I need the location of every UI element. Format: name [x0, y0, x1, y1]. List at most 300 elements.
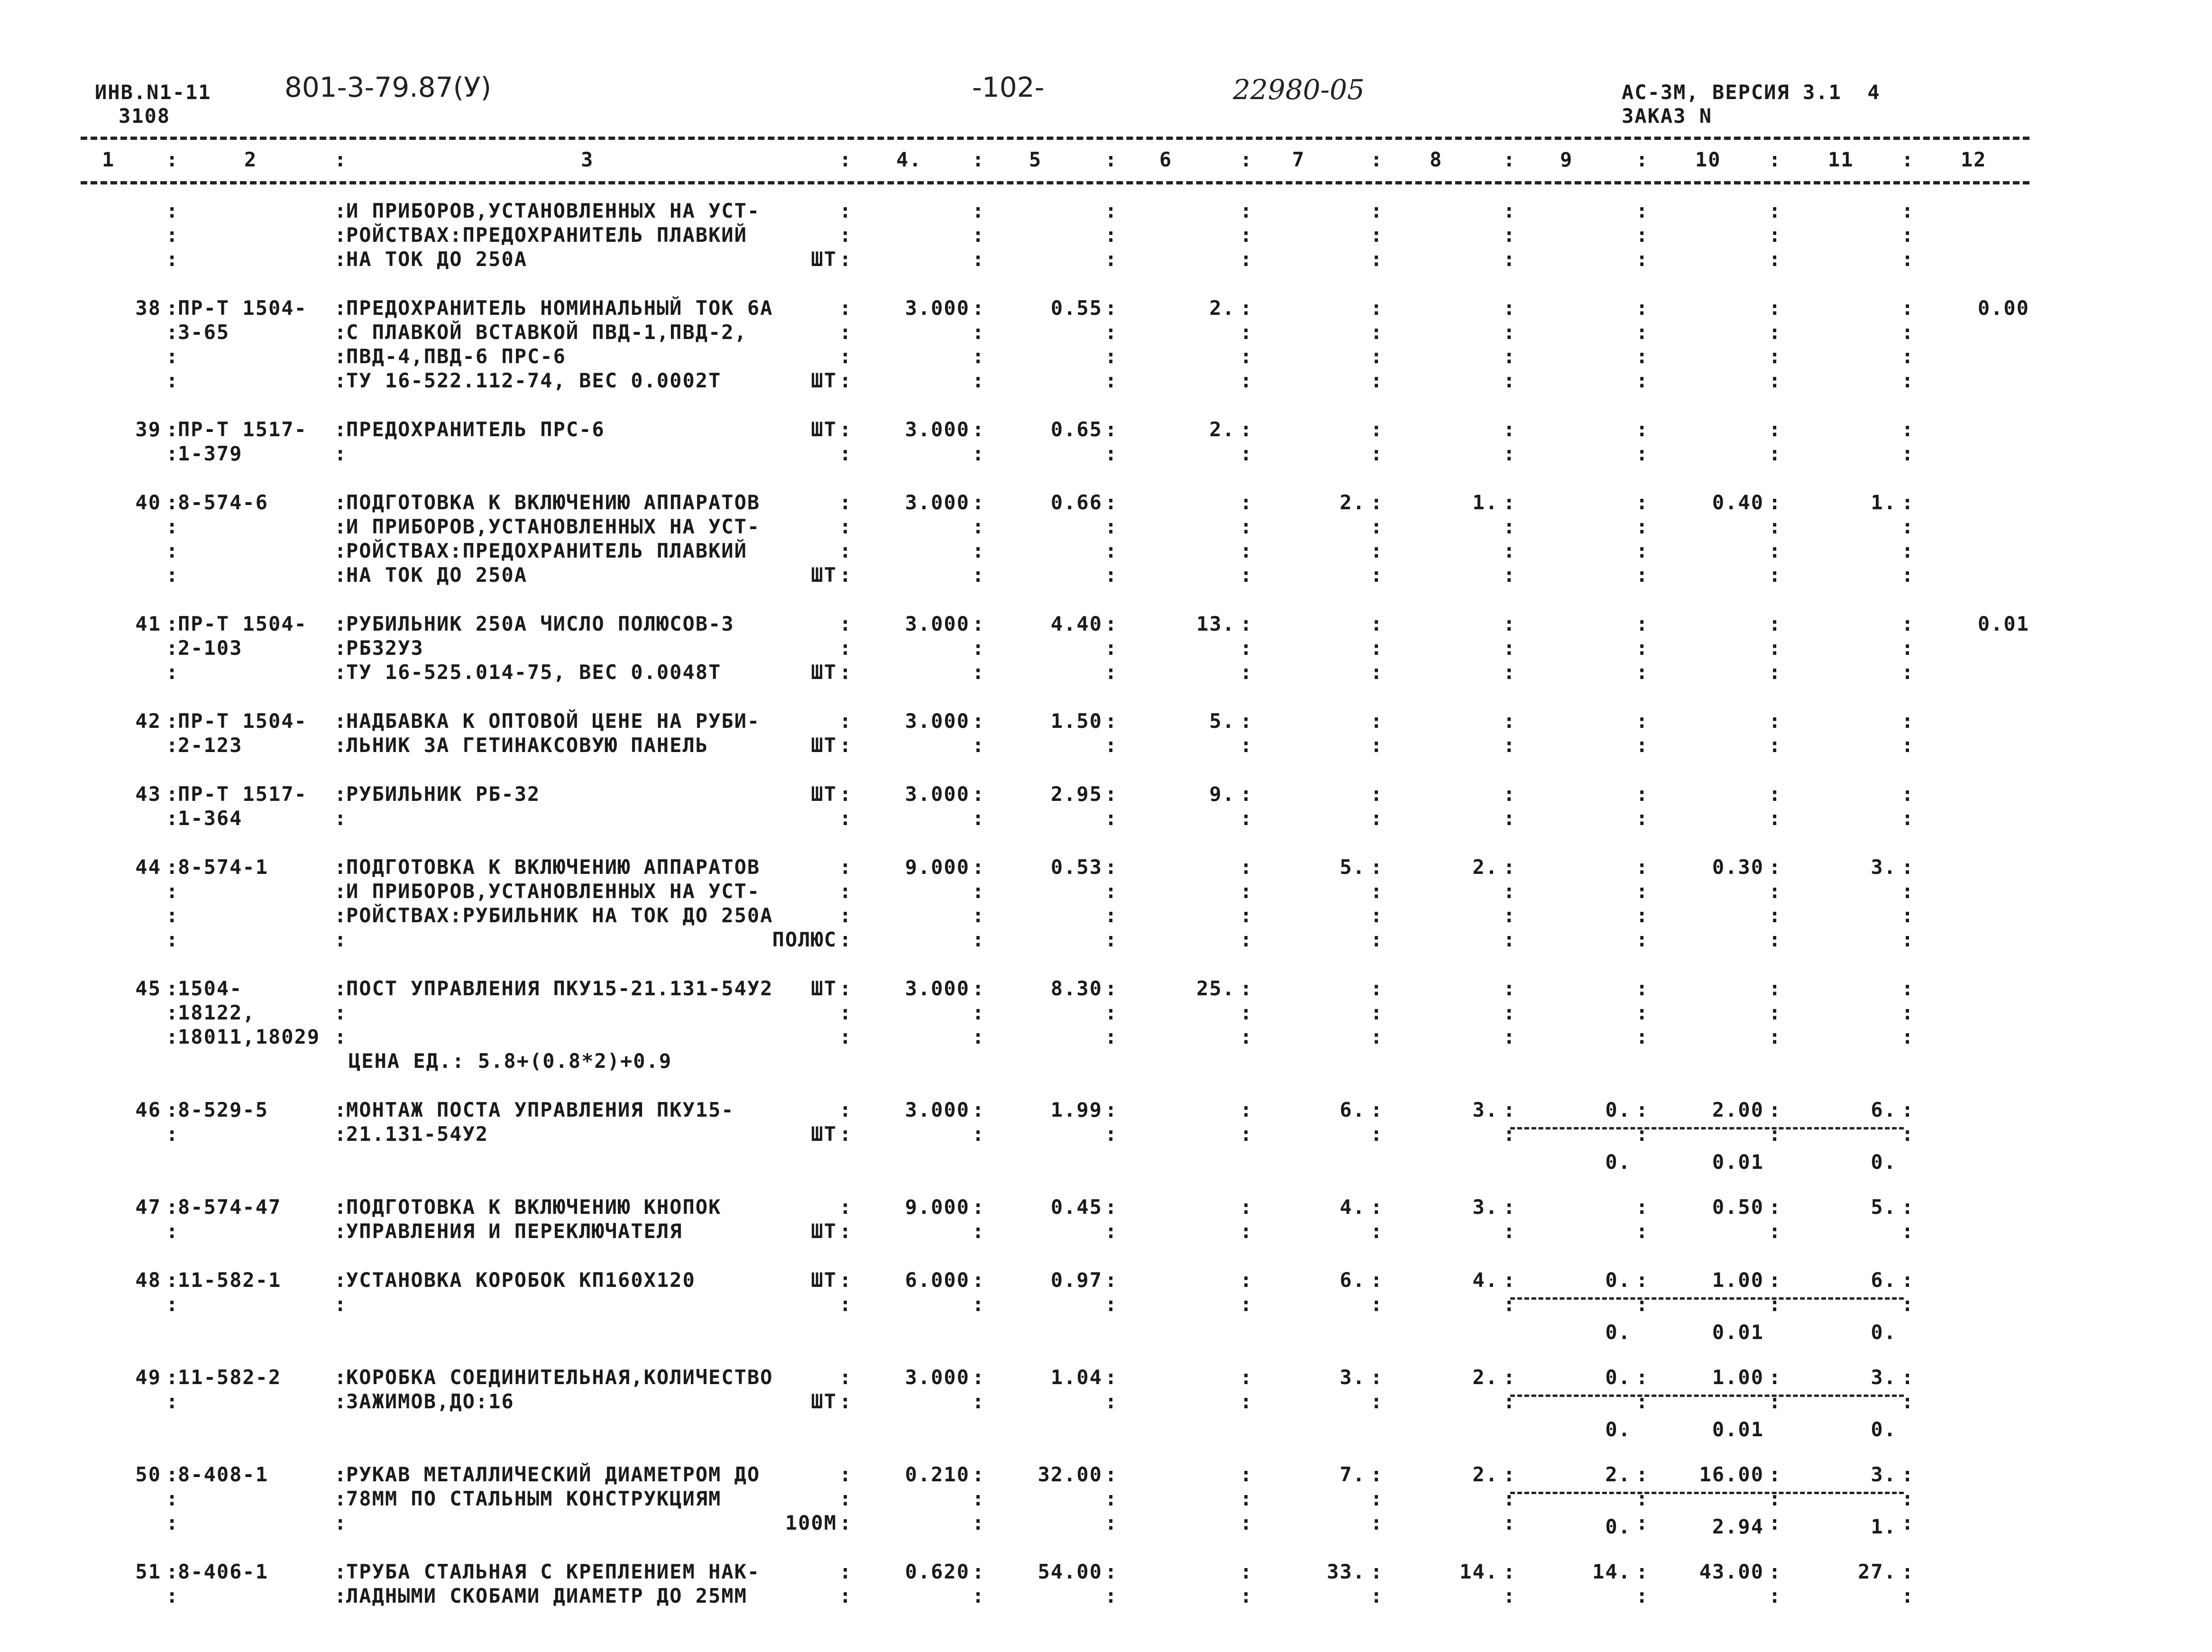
column-separator: :: [972, 1195, 985, 1219]
value-c6: 25.: [1196, 977, 1235, 1000]
column-number-4: 4.: [896, 148, 922, 171]
column-separator: :: [1105, 977, 1118, 1000]
column-separator: :: [334, 418, 348, 441]
value-c9: 2.: [1605, 1463, 1631, 1486]
row-number: 39: [135, 418, 161, 441]
column-separator: :: [1240, 977, 1253, 1000]
unit-of-measure: ШТ: [811, 1122, 837, 1146]
column-separator: :: [1503, 539, 1516, 562]
column-separator: :: [334, 345, 348, 368]
row-number: 44: [135, 855, 161, 879]
resource-code: 8-574-1: [178, 855, 269, 879]
subtotal-c9: 0.: [1605, 1515, 1631, 1538]
column-separator: :: [334, 928, 348, 951]
column-separator: :: [1503, 296, 1516, 320]
work-description: УПРАВЛЕНИЯ И ПЕРЕКЛЮЧАТЕЛЯ: [346, 1220, 683, 1243]
column-separator: :: [1240, 1122, 1253, 1146]
column-separator: :: [1901, 1195, 1915, 1219]
column-separator: :: [166, 1293, 179, 1316]
column-separator: :: [839, 248, 853, 271]
column-separator: :: [1370, 199, 1384, 222]
work-description: РБ32У3: [346, 636, 424, 660]
unit-of-measure: ШТ: [811, 248, 837, 271]
value-c4: 6.000: [905, 1268, 970, 1292]
column-separator: :: [839, 515, 853, 538]
column-separator: :: [166, 199, 179, 222]
column-separator: :: [1370, 612, 1384, 635]
column-separator: :: [1370, 345, 1384, 368]
column-separator: :: [1769, 1025, 1782, 1048]
column-separator: :: [1240, 709, 1253, 733]
column-separator: :: [166, 1560, 179, 1583]
column-separator: :: [1105, 1463, 1118, 1486]
column-separator: :: [1240, 904, 1253, 927]
column-separator: :: [1240, 199, 1253, 222]
column-separator: :: [166, 1001, 179, 1024]
value-c5: 1.50: [1050, 709, 1102, 733]
column-separator: :: [1240, 1293, 1253, 1316]
column-separator: :: [1636, 1122, 1649, 1146]
column-separator: :: [1901, 369, 1915, 392]
resource-code: 8-574-47: [178, 1195, 282, 1219]
column-separator: :: [1370, 1366, 1384, 1389]
column-separator: :: [1769, 563, 1782, 587]
column-separator: :: [839, 296, 853, 320]
column-separator: :: [1503, 1390, 1516, 1413]
work-description: ТУ 16-522.112-74, ВЕС 0.0002Т: [346, 369, 722, 392]
column-separator: :: [166, 904, 179, 927]
column-separator: :: [334, 1098, 348, 1121]
column-separator: :: [1503, 248, 1516, 271]
value-c5: 54.00: [1037, 1560, 1102, 1583]
column-separator: :: [1503, 442, 1516, 465]
work-description: МОНТАЖ ПОСТА УПРАВЛЕНИЯ ПКУ15-: [346, 1098, 734, 1121]
column-separator: :: [972, 1584, 985, 1607]
column-separator: :: [1636, 734, 1649, 757]
column-separator: :: [1240, 1511, 1253, 1534]
column-separator: :: [1769, 442, 1782, 465]
column-separator: :: [839, 345, 853, 368]
subtotal-c9: 0.: [1605, 1150, 1631, 1174]
column-separator: :: [166, 709, 179, 733]
inventory-number: 3108: [119, 104, 171, 128]
column-separator: :: [334, 880, 348, 903]
column-separator: :: [839, 636, 853, 660]
work-description: И ПРИБОРОВ,УСТАНОВЛЕННЫХ НА УСТ-: [346, 880, 761, 903]
column-separator: :: [839, 977, 853, 1000]
column-separator: :: [1370, 296, 1384, 320]
value-c7: 6.: [1340, 1268, 1366, 1292]
column-separator: :: [839, 807, 853, 830]
column-separator: :: [1370, 248, 1384, 271]
column-separator: :: [839, 1511, 853, 1534]
subtotal-c11: 0.: [1871, 1321, 1897, 1344]
work-description: ПОСТ УПРАВЛЕНИЯ ПКУ15-21.131-54У2: [346, 977, 773, 1000]
column-separator: :: [1503, 369, 1516, 392]
column-separator: :: [1105, 442, 1118, 465]
work-description: НА ТОК ДО 250А: [346, 248, 528, 271]
column-separator: :: [1370, 1390, 1384, 1413]
row-number: 41: [135, 612, 161, 635]
column-separator: :: [1370, 1025, 1384, 1048]
column-separator: :: [166, 1463, 179, 1486]
subtotal-c11: 1.: [1871, 1515, 1897, 1538]
column-separator: :: [972, 1025, 985, 1048]
work-description: ЗАЖИМОВ,ДО:16: [346, 1390, 514, 1413]
column-separator: :: [166, 539, 179, 562]
column-separator: :: [1105, 855, 1118, 879]
column-separator: :: [1636, 1366, 1649, 1389]
column-separator: :: [1636, 1487, 1649, 1510]
column-separator: :: [1769, 855, 1782, 879]
row-number: 40: [135, 491, 161, 514]
column-separator: :: [1240, 1463, 1253, 1486]
value-c5: 8.30: [1050, 977, 1102, 1000]
column-separator: :: [839, 661, 853, 684]
column-separator: :: [1901, 1560, 1915, 1583]
column-separator: :: [1901, 1511, 1915, 1534]
column-separator: :: [839, 855, 853, 879]
value-c4: 3.000: [905, 491, 970, 514]
value-c9: 14.: [1592, 1560, 1631, 1583]
column-separator: :: [1901, 1463, 1915, 1486]
column-separator: :: [166, 612, 179, 635]
column-separator: :: [1370, 1463, 1384, 1486]
column-separator: :: [1503, 491, 1516, 514]
column-separator: :: [839, 148, 853, 171]
column-separator: :: [1105, 782, 1118, 806]
resource-code: ПР-Т 1504-: [178, 612, 307, 635]
column-separator: :: [1636, 880, 1649, 903]
column-separator: :: [1105, 636, 1118, 660]
value-c4: 3.000: [905, 782, 970, 806]
work-description: ПРЕДОХРАНИТЕЛЬ ПРС-6: [346, 418, 605, 441]
column-separator: :: [1370, 321, 1384, 344]
column-separator: :: [1901, 1366, 1915, 1389]
work-description: РУБИЛЬНИК 250А ЧИСЛО ПОЛЮСОВ-3: [346, 612, 734, 635]
column-separator: :: [334, 148, 348, 171]
column-separator: :: [1636, 977, 1649, 1000]
resource-code: 8-529-5: [178, 1098, 269, 1121]
column-separator: :: [839, 1390, 853, 1413]
column-separator: :: [972, 880, 985, 903]
column-separator: :: [839, 1487, 853, 1510]
column-separator: :: [1105, 928, 1118, 951]
column-separator: :: [1769, 248, 1782, 271]
value-c11: 1.: [1871, 491, 1897, 514]
column-separator: :: [1769, 1122, 1782, 1146]
column-separator: :: [1636, 1390, 1649, 1413]
value-c8: 14.: [1459, 1560, 1498, 1583]
value-c4: 0.210: [905, 1463, 970, 1486]
column-separator: :: [1769, 928, 1782, 951]
column-separator: :: [1636, 296, 1649, 320]
value-c4: 3.000: [905, 977, 970, 1000]
value-c5: 32.00: [1037, 1463, 1102, 1486]
work-description: РУБИЛЬНИК РБ-32: [346, 782, 541, 806]
subtotal-c11: 0.: [1871, 1418, 1897, 1441]
column-separator: :: [1636, 442, 1649, 465]
column-separator: :: [1503, 904, 1516, 927]
column-number-3: 3: [581, 148, 594, 171]
value-c11: 5.: [1871, 1195, 1897, 1219]
column-separator: :: [1240, 1584, 1253, 1607]
column-separator: :: [334, 1025, 348, 1048]
work-description: РОЙСТВАХ:РУБИЛЬНИК НА ТОК ДО 250А: [346, 904, 773, 927]
column-separator: :: [1769, 321, 1782, 344]
column-separator: :: [1769, 539, 1782, 562]
column-separator: :: [1370, 1220, 1384, 1243]
value-c4: 3.000: [905, 418, 970, 441]
column-separator: :: [1240, 418, 1253, 441]
work-description: УСТАНОВКА КОРОБОК КП160Х120: [346, 1268, 696, 1292]
value-c9: 0.: [1605, 1098, 1631, 1121]
column-separator: :: [1105, 709, 1118, 733]
column-separator: :: [972, 612, 985, 635]
column-separator: :: [972, 661, 985, 684]
column-separator: :: [972, 734, 985, 757]
column-separator: :: [1105, 539, 1118, 562]
subtotal-c9: 0.: [1605, 1321, 1631, 1344]
unit-of-measure: ШТ: [811, 977, 837, 1000]
column-separator: :: [1370, 1268, 1384, 1292]
column-separator: :: [1769, 199, 1782, 222]
column-separator: :: [334, 199, 348, 222]
column-separator: :: [1105, 563, 1118, 587]
column-separator: :: [1636, 148, 1649, 171]
column-separator: :: [1105, 612, 1118, 635]
column-separator: :: [1901, 442, 1915, 465]
inventory-label: ИНВ.N1-11: [95, 81, 211, 104]
work-description: И ПРИБОРОВ,УСТАНОВЛЕННЫХ НА УСТ-: [346, 199, 761, 222]
value-c8: 4.: [1472, 1268, 1498, 1292]
column-separator: :: [334, 321, 348, 344]
work-description: ЛАДНЫМИ СКОБАМИ ДИАМЕТР ДО 25ММ: [346, 1584, 747, 1607]
column-separator: :: [972, 1487, 985, 1510]
column-separator: :: [334, 1268, 348, 1292]
value-c7: 7.: [1340, 1463, 1366, 1486]
column-separator: :: [1636, 539, 1649, 562]
column-separator: :: [839, 1025, 853, 1048]
column-separator: :: [1503, 1511, 1516, 1534]
work-description: ЛЬНИК ЗА ГЕТИНАКСОВУЮ ПАНЕЛЬ: [346, 734, 709, 757]
column-separator: :: [972, 636, 985, 660]
value-c10: 1.00: [1712, 1366, 1764, 1389]
column-separator: :: [1769, 1390, 1782, 1413]
column-separator: :: [166, 782, 179, 806]
column-separator: :: [1769, 904, 1782, 927]
column-separator: :: [334, 855, 348, 879]
column-separator: :: [1901, 1584, 1915, 1607]
column-separator: :: [1636, 1560, 1649, 1583]
column-separator: :: [1636, 1584, 1649, 1607]
column-separator: :: [1636, 612, 1649, 635]
column-separator: :: [1240, 855, 1253, 879]
unit-of-measure: ШТ: [811, 661, 837, 684]
column-separator: :: [1370, 1293, 1384, 1316]
column-separator: :: [839, 1560, 853, 1583]
column-separator: :: [1901, 880, 1915, 903]
column-separator: :: [166, 1025, 179, 1048]
column-separator: :: [839, 1098, 853, 1121]
column-separator: :: [1769, 1487, 1782, 1510]
column-separator: :: [972, 1511, 985, 1534]
column-separator: :: [1370, 661, 1384, 684]
resource-code: 8-406-1: [178, 1560, 269, 1583]
column-separator: :: [334, 1487, 348, 1510]
column-separator: :: [1370, 807, 1384, 830]
column-separator: :: [972, 1220, 985, 1243]
column-separator: :: [334, 296, 348, 320]
column-separator: :: [1240, 1098, 1253, 1121]
column-separator: :: [1769, 1220, 1782, 1243]
value-c5: 4.40: [1050, 612, 1102, 635]
column-number-10: 10: [1695, 148, 1721, 171]
column-separator: :: [1769, 148, 1782, 171]
subtotal-c10: 0.01: [1712, 1150, 1764, 1174]
work-description: РОЙСТВАХ:ПРЕДОХРАНИТЕЛЬ ПЛАВКИЙ: [346, 539, 747, 562]
row-number: 46: [135, 1098, 161, 1121]
column-separator: :: [1636, 1463, 1649, 1486]
column-separator: :: [1769, 1511, 1782, 1534]
column-separator: :: [1240, 1220, 1253, 1243]
value-c5: 0.97: [1050, 1268, 1102, 1292]
column-separator: :: [1370, 1560, 1384, 1583]
column-separator: :: [1769, 1098, 1782, 1121]
column-separator: :: [1769, 1560, 1782, 1583]
column-separator: :: [334, 1366, 348, 1389]
column-separator: :: [1901, 807, 1915, 830]
column-separator: :: [166, 1366, 179, 1389]
resource-code: 11-582-1: [178, 1268, 282, 1292]
row-number: 49: [135, 1366, 161, 1389]
work-description: ПОДГОТОВКА К ВКЛЮЧЕНИЮ АППАРАТОВ: [346, 855, 761, 879]
column-separator: :: [1636, 515, 1649, 538]
column-separator: :: [334, 636, 348, 660]
column-separator: :: [1769, 977, 1782, 1000]
column-separator: :: [1370, 855, 1384, 879]
column-separator: :: [972, 1268, 985, 1292]
column-separator: :: [1901, 296, 1915, 320]
value-c5: 0.53: [1050, 855, 1102, 879]
subtotal-divider: [1510, 1127, 1904, 1129]
column-separator: :: [1503, 977, 1516, 1000]
column-separator: :: [1901, 977, 1915, 1000]
value-c4: 3.000: [905, 612, 970, 635]
column-separator: :: [1240, 734, 1253, 757]
unit-of-measure: ШТ: [811, 734, 837, 757]
column-separator: :: [1769, 296, 1782, 320]
column-separator: :: [1503, 1195, 1516, 1219]
column-separator: :: [334, 248, 348, 271]
column-separator: :: [166, 296, 179, 320]
column-separator: :: [1769, 223, 1782, 247]
subtotal-c10: 0.01: [1712, 1321, 1764, 1344]
value-c4: 3.000: [905, 709, 970, 733]
column-separator: :: [166, 491, 179, 514]
column-separator: :: [166, 661, 179, 684]
column-separator: :: [334, 223, 348, 247]
subtotal-divider: [1510, 1492, 1904, 1494]
column-separator: :: [1901, 928, 1915, 951]
column-separator: :: [1240, 612, 1253, 635]
order-label: ЗАКАЗ N: [1622, 104, 1713, 128]
column-separator: :: [972, 491, 985, 514]
resource-code: 8-408-1: [178, 1463, 269, 1486]
column-separator: :: [1240, 539, 1253, 562]
column-separator: :: [1769, 661, 1782, 684]
value-c7: 4.: [1340, 1195, 1366, 1219]
column-separator: :: [1901, 418, 1915, 441]
work-description: ТРУБА СТАЛЬНАЯ С КРЕПЛЕНИЕМ НАК-: [346, 1560, 761, 1583]
value-c10: 0.30: [1712, 855, 1764, 879]
column-separator: :: [1503, 1025, 1516, 1048]
price-note: ЦЕНА ЕД.: 5.8+(0.8*2)+0.9: [349, 1049, 672, 1073]
column-separator: :: [1769, 1293, 1782, 1316]
row-number: 42: [135, 709, 161, 733]
column-separator: :: [1105, 1584, 1118, 1607]
column-separator: :: [334, 904, 348, 927]
column-separator: :: [1901, 734, 1915, 757]
value-c11: 3.: [1871, 1366, 1897, 1389]
column-separator: :: [1240, 223, 1253, 247]
column-separator: :: [1370, 1098, 1384, 1121]
column-separator: :: [1105, 223, 1118, 247]
column-separator: :: [1769, 612, 1782, 635]
unit-of-measure: ШТ: [811, 1390, 837, 1413]
column-separator: :: [972, 1366, 985, 1389]
column-separator: :: [1901, 904, 1915, 927]
column-separator: :: [1240, 636, 1253, 660]
column-separator: :: [1503, 223, 1516, 247]
value-c7: 5.: [1340, 855, 1366, 879]
subtotal-c9: 0.: [1605, 1418, 1631, 1441]
resource-code: 8-574-6: [178, 491, 269, 514]
column-separator: :: [1105, 148, 1118, 171]
column-separator: :: [1503, 148, 1516, 171]
column-separator: :: [1769, 1366, 1782, 1389]
column-number-5: 5: [1029, 148, 1042, 171]
column-separator: :: [972, 904, 985, 927]
column-separator: :: [839, 1220, 853, 1243]
column-separator: :: [1769, 636, 1782, 660]
column-separator: :: [1636, 345, 1649, 368]
column-separator: :: [166, 977, 179, 1000]
column-separator: :: [334, 491, 348, 514]
column-separator: :: [166, 321, 179, 344]
column-separator: :: [1769, 807, 1782, 830]
column-separator: :: [1105, 734, 1118, 757]
column-separator: :: [334, 661, 348, 684]
subtotal-c10: 0.01: [1712, 1418, 1764, 1441]
column-separator: :: [1636, 491, 1649, 514]
column-separator: :: [1370, 148, 1384, 171]
column-separator: :: [1105, 1293, 1118, 1316]
column-separator: :: [334, 1390, 348, 1413]
column-separator: :: [1636, 855, 1649, 879]
column-separator: :: [1240, 442, 1253, 465]
column-separator: :: [839, 1584, 853, 1607]
column-separator: :: [1503, 515, 1516, 538]
column-separator: :: [334, 563, 348, 587]
resource-code: 3-65: [178, 321, 230, 344]
column-separator: :: [972, 1122, 985, 1146]
column-separator: :: [972, 1390, 985, 1413]
column-separator: :: [1105, 369, 1118, 392]
column-separator: :: [1503, 199, 1516, 222]
column-separator: :: [166, 148, 179, 171]
column-separator: :: [1636, 223, 1649, 247]
